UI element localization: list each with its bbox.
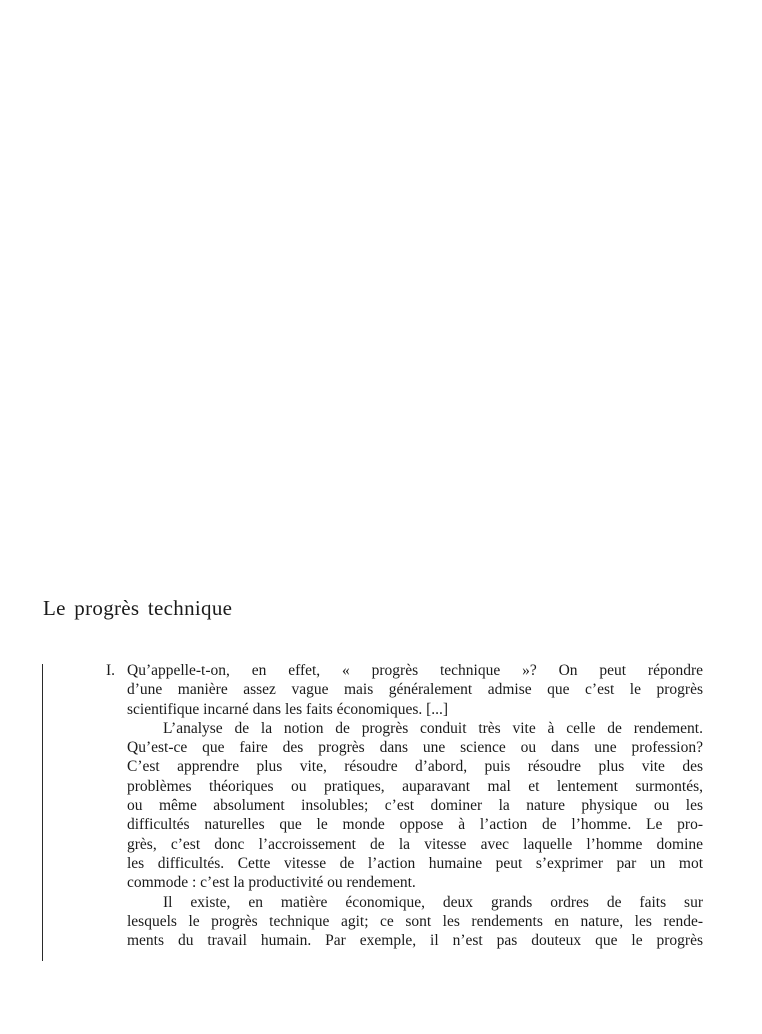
text-line: difficultés naturelles que le monde oppose à l’action de l’homme. Le pro- <box>127 816 703 834</box>
body-text <box>127 661 703 950</box>
text-line: d’une manière assez vague mais généralement admise que c’est le progrès <box>127 681 703 699</box>
text-line: les difficultés. Cette vitesse de l’action humaine peut s’exprimer par un mot <box>127 854 703 872</box>
text-line: lesquels le progrès technique agit; ce sont les rendements en nature, les rende- <box>127 912 703 930</box>
text-line: C’est apprendre plus vite, résoudre d’abord, puis résoudre plus vite des <box>127 758 703 776</box>
text-line: L’analyse de la notion de progrès conduit très vite à celle de rendement. <box>163 719 703 737</box>
paragraph <box>127 893 703 951</box>
text-line: Qu’appelle-t-on, en effet, « progrès technique »? On peut répondre <box>127 662 703 679</box>
text-line: ou même absolument insolubles; c’est dominer la nature physique ou les <box>127 797 703 815</box>
text-line: grès, c’est donc l’accroissement de la vitesse avec laquelle l’homme domine <box>127 835 703 853</box>
paragraph <box>127 719 703 893</box>
page-title: Le progrès technique <box>43 596 233 620</box>
text-line: ments du travail humain. Par exemple, il n’est pas douteux que le progrès <box>127 932 703 950</box>
text-line: commode : c’est la productivité ou rendement. <box>127 874 416 892</box>
section-number: I. <box>106 662 116 679</box>
text-line: problèmes théoriques ou pratiques, auparavant mal et lentement surmontés, <box>127 777 703 795</box>
text-line: Qu’est-ce que faire des progrès dans une science ou dans une profession? <box>127 739 703 757</box>
text-line: scientifique incarné dans les faits économiques. [...] <box>127 700 449 718</box>
text-line: Il existe, en matière économique, deux grands ordres de faits sur <box>163 893 703 911</box>
paragraph <box>127 661 703 719</box>
margin-rule <box>42 664 43 961</box>
